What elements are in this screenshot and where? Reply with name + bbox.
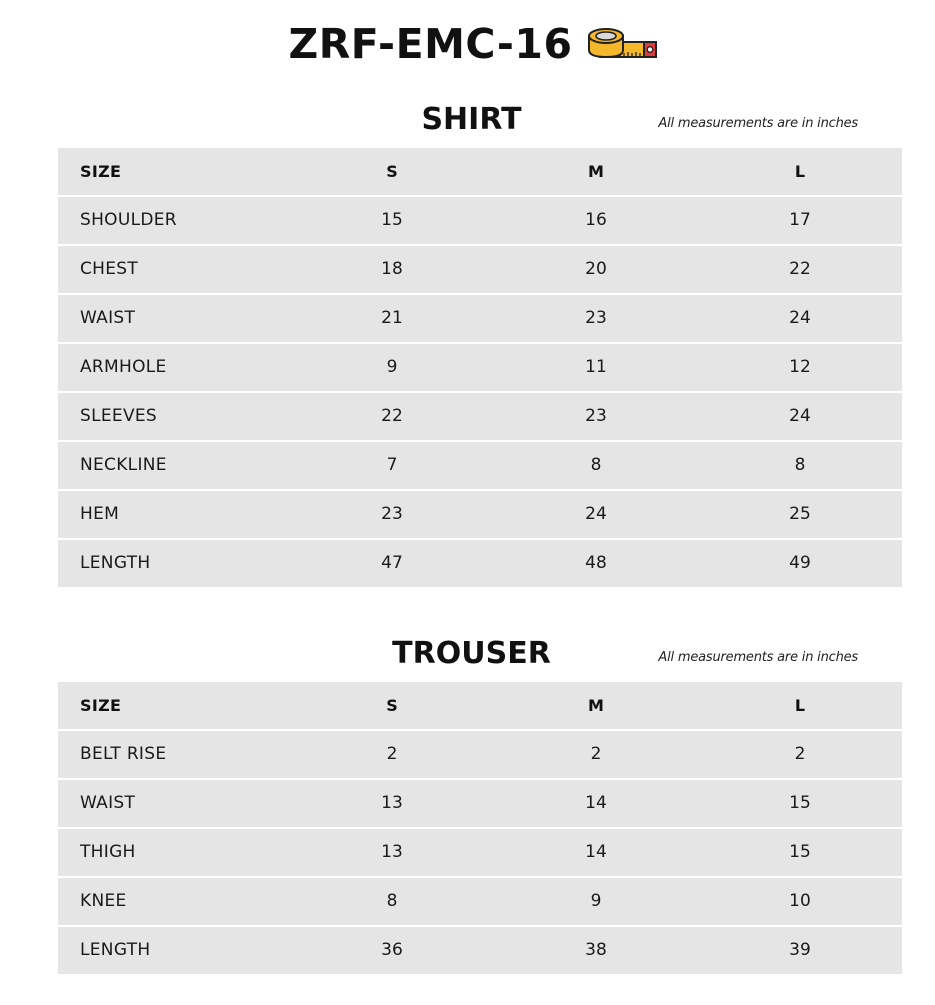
column-header-s: S [290, 682, 494, 729]
value-m: 48 [494, 540, 698, 587]
value-s: 2 [290, 731, 494, 778]
value-m: 23 [494, 393, 698, 440]
trouser-size-table [58, 680, 902, 976]
value-l: 8 [698, 442, 902, 489]
table-row [58, 878, 902, 925]
row-label: LENGTH [58, 540, 290, 587]
page-header [0, 14, 935, 74]
trouser-section-header [58, 634, 885, 682]
value-l: 24 [698, 295, 902, 342]
value-s: 22 [290, 393, 494, 440]
table-row [58, 829, 902, 876]
row-label: WAIST [58, 780, 290, 827]
row-label: BELT RISE [58, 731, 290, 778]
value-m: 2 [494, 731, 698, 778]
value-m: 38 [494, 927, 698, 974]
table-row [58, 344, 902, 391]
value-l: 15 [698, 780, 902, 827]
value-m: 24 [494, 491, 698, 538]
value-s: 23 [290, 491, 494, 538]
value-l: 12 [698, 344, 902, 391]
value-m: 14 [494, 780, 698, 827]
value-m: 16 [494, 197, 698, 244]
value-l: 17 [698, 197, 902, 244]
value-m: 20 [494, 246, 698, 293]
value-s: 9 [290, 344, 494, 391]
value-s: 7 [290, 442, 494, 489]
row-label: WAIST [58, 295, 290, 342]
table-row [58, 246, 902, 293]
value-l: 49 [698, 540, 902, 587]
table-row [58, 780, 902, 827]
value-m: 11 [494, 344, 698, 391]
value-l: 10 [698, 878, 902, 925]
value-s: 15 [290, 197, 494, 244]
column-header-l: L [698, 682, 902, 729]
row-label: ARMHOLE [58, 344, 290, 391]
shirt-section [58, 100, 885, 589]
value-m: 14 [494, 829, 698, 876]
column-header-size: SIZE [58, 682, 290, 729]
value-s: 13 [290, 780, 494, 827]
value-s: 13 [290, 829, 494, 876]
table-row [58, 731, 902, 778]
column-header-size: SIZE [58, 148, 290, 195]
measuring-tape-icon [586, 24, 658, 64]
shirt-title: SHIRT [421, 102, 522, 137]
value-s: 8 [290, 878, 494, 925]
table-row [58, 197, 902, 244]
table-row [58, 442, 902, 489]
value-m: 9 [494, 878, 698, 925]
value-s: 36 [290, 927, 494, 974]
trouser-title: TROUSER [392, 636, 551, 671]
row-label: THIGH [58, 829, 290, 876]
table-row [58, 295, 902, 342]
value-l: 25 [698, 491, 902, 538]
column-header-s: S [290, 148, 494, 195]
page-title: ZRF-EMC-16 [288, 20, 573, 68]
row-label: HEM [58, 491, 290, 538]
trouser-section [58, 634, 885, 976]
column-header-m: M [494, 148, 698, 195]
shirt-section-header [58, 100, 885, 148]
table-row [58, 491, 902, 538]
value-l: 15 [698, 829, 902, 876]
shirt-units-note: All measurements are in inches [658, 116, 858, 131]
table-row [58, 393, 902, 440]
table-header-row [58, 682, 902, 729]
value-m: 23 [494, 295, 698, 342]
row-label: SHOULDER [58, 197, 290, 244]
value-s: 47 [290, 540, 494, 587]
row-label: KNEE [58, 878, 290, 925]
table-header-row [58, 148, 902, 195]
value-s: 21 [290, 295, 494, 342]
table-row [58, 927, 902, 974]
value-l: 39 [698, 927, 902, 974]
value-l: 2 [698, 731, 902, 778]
value-l: 24 [698, 393, 902, 440]
row-label: NECKLINE [58, 442, 290, 489]
table-row [58, 540, 902, 587]
column-header-l: L [698, 148, 902, 195]
row-label: CHEST [58, 246, 290, 293]
row-label: SLEEVES [58, 393, 290, 440]
trouser-units-note: All measurements are in inches [658, 650, 858, 665]
value-s: 18 [290, 246, 494, 293]
column-header-m: M [494, 682, 698, 729]
row-label: LENGTH [58, 927, 290, 974]
value-m: 8 [494, 442, 698, 489]
value-l: 22 [698, 246, 902, 293]
shirt-size-table [58, 146, 902, 589]
